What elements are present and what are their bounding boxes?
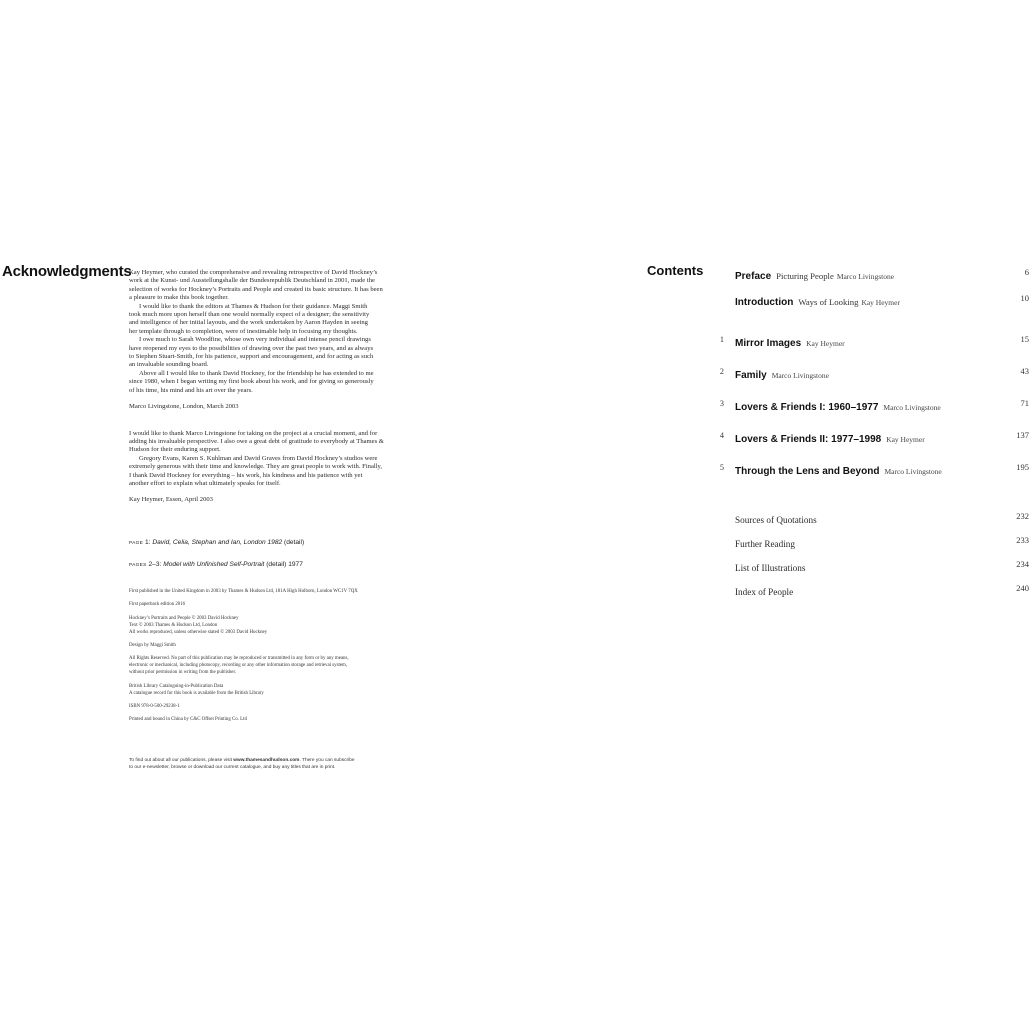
toc-page-number: 240 [1016,583,1029,593]
toc-page-number: 232 [1016,511,1029,521]
imprint-line: ISBN 978-0-500-29238-1 [129,703,180,709]
acknowledgments-text-marco [129,269,419,395]
left-page [0,0,516,1033]
imprint-line: without prior permission in writing from the publisher. [129,670,237,676]
web-notice-line-1: To find out about all our publications, please visit www.thamesandhudson.com. There you can subscribe [129,758,355,763]
web-notice-line-2: to our e-newsletter, browse or download our current catalogue, and buy any titles that are in print. [129,765,336,770]
text-line: I would like to thank the editors at Thames & Hudson for their guidance. Maggi Smith [139,302,368,310]
imprint-line: Hockney’s Portraits and People © 2003 David Hockney [129,615,239,621]
toc-chapter-4[interactable]: 4 Lovers & Friends II: 1977–1998 Kay Heymer 137 [735,429,1029,443]
frontispiece-captions [129,538,429,582]
toc-page-number: 6 [1024,267,1029,277]
toc-page-number: 195 [1016,462,1029,472]
text-line: to Stephen Stuart-Smith, for his patience, support and encouragement, and for acting as such [129,353,374,361]
text-line: an invaluable sounding board. [129,361,209,369]
imprint-line: All Rights Reserved. No part of this publication may be reproduced or transmitted in any form or by any means, [129,656,349,662]
toc-chapter-5[interactable]: 5 Through the Lens and Beyond Marco Livingstone 195 [735,461,1029,475]
toc-entry-preface[interactable]: Preface Picturing People Marco Livingstone 6 [735,267,1029,282]
text-line: selection of works for Hockney’s Portraits and People and created its basic structure. It has been [129,285,383,293]
toc-page-number: 10 [1020,293,1029,303]
toc-page-number: 234 [1016,559,1029,569]
toc-chapter-3[interactable]: 3 Lovers & Friends I: 1960–1977 Marco Livingstone 71 [735,397,1029,411]
text-line: Hudson for their enduring support. [129,446,221,454]
contents-heading: Contents [647,263,704,278]
imprint-paragraph [129,616,429,637]
text-line: took much more upon herself than one would normally expect of a designer; the sensitivity [129,311,370,319]
paragraph [129,370,419,395]
text-line: since 1980, when I began writing my first book about his work, and for giving so generously [129,378,374,386]
signature-kay: Kay Heymer, Essen, April 2003 [129,496,213,504]
imprint-line: Text © 2003 Thames & Hudson Ltd, London [129,622,218,628]
acknowledgments-body [129,269,419,505]
toc-entry-list-of-illustrations[interactable]: List of Illustrations 234 [735,559,1029,573]
text-line: extremely generous with their time and knowledge. They are great people to work with. Finally, [129,463,383,471]
text-line: I would like to thank Marco Livingstone for taking on the project at a crucial moment, and for [129,429,378,437]
copyright-imprint [129,589,429,731]
text-line: another effort to explain what ultimately speaks for itself. [129,479,281,487]
chapter-number: 3 [719,399,724,408]
paragraph [129,455,419,489]
paragraph [129,269,419,303]
text-line: have reopened my eyes to the possibilities of drawing over the past two years, and as always [129,344,374,352]
publisher-web-notice [129,757,429,771]
imprint-line: A catalogue record for this book is available from the British Library [129,690,264,696]
imprint-line: First published in the United Kingdom in 2003 by Thames & Hudson Ltd, 181A High Holborn, London WC1V 7QX [129,589,358,594]
imprint-paragraph [129,643,429,650]
text-line: Gregory Evans, Karen S. Kuhlman and David Graves from David Hockney’s studios were [139,454,378,462]
toc-chapter-2[interactable]: 2 Family Marco Livingstone 43 [735,365,1029,379]
imprint-paragraph [129,704,429,711]
acknowledgments-text-kay [129,430,419,489]
imprint-line: Printed and bound in China by C&C Offset Printing Co. Ltd [129,717,247,723]
paragraph [129,336,419,370]
chapter-number: 4 [719,431,724,440]
text-line: of his time, his mind and his art over the years. [129,386,253,394]
text-line: adding his invaluable perspective. I also owe a great debt of gratitude to everybody at Thames & [129,437,384,445]
caption-pages-2-3: PAGES 2–3: Model with Unfinished Self-Portrait (detail) 1977 [129,561,303,568]
toc-page-number: 233 [1016,535,1029,545]
text-line: and intelligence of her initial layouts, and the work undertaken by Aaron Hayden in seeing [129,319,368,327]
imprint-line: electronic or mechanical, including photocopy, recording or any other information storage and retrieval system, [129,663,348,669]
chapter-number: 5 [719,463,724,472]
toc-chapter-1[interactable]: 1 Mirror Images Kay Heymer 15 [735,333,1029,347]
imprint-paragraph [129,602,429,609]
imprint-line: Design by Maggi Smith [129,643,176,649]
imprint-line: All works reproduced, unless otherwise stated © 2003 David Hockney [129,629,268,635]
text-line: a pleasure to make this book together. [129,294,229,302]
text-line: I owe much to Sarah Woodfine, whose own very individual and intense pencil drawings [139,336,371,344]
toc-entry-introduction[interactable]: Introduction Ways of Looking Kay Heymer 10 [735,293,1029,308]
toc-entry-index-of-people[interactable]: Index of People 240 [735,583,1029,597]
imprint-paragraph [129,589,429,596]
toc-entry-further-reading[interactable]: Further Reading 233 [735,535,1029,549]
imprint-paragraph [129,656,429,677]
caption-page-1: PAGE 1: David, Celia, Stephan and Ian, London 1982 (detail) [129,539,305,546]
text-line: her template through to completion, were of inestimable help in focusing my thoughts. [129,327,358,335]
paragraph [129,303,419,337]
toc-page-number: 71 [1020,398,1029,408]
text-line: work at the Kunst- und Ausstellungshalle der Bundesrepublik Deutschland in 2001, made the [129,277,375,285]
toc-page-number: 43 [1020,366,1029,376]
text-line: Above all I would like to thank David Hockney, for the friendship he has extended to me [139,369,374,377]
toc-page-number: 137 [1016,430,1029,440]
imprint-paragraph [129,684,429,698]
signature-marco: Marco Livingstone, London, March 2003 [129,403,239,411]
toc-page-number: 15 [1020,334,1029,344]
chapter-number: 2 [719,367,724,376]
right-page [516,0,1033,1033]
toc-entry-sources-of-quotations[interactable]: Sources of Quotations 232 [735,511,1029,525]
imprint-paragraph [129,717,429,724]
paragraph [129,430,419,455]
imprint-line: British Library Cataloguing-in-Publication Data [129,683,224,689]
publisher-url[interactable]: www.thamesandhudson.com [233,758,300,763]
acknowledgments-heading: Acknowledgments [2,263,132,280]
imprint-line: First paperback edition 2016 [129,602,186,608]
chapter-number: 1 [719,335,724,344]
text-line: I thank David Hockney for everything – his work, his kindness and his patience with yet [129,471,363,479]
text-line: Kay Heymer, who curated the comprehensive and revealing retrospective of David Hockney’s [129,269,378,276]
